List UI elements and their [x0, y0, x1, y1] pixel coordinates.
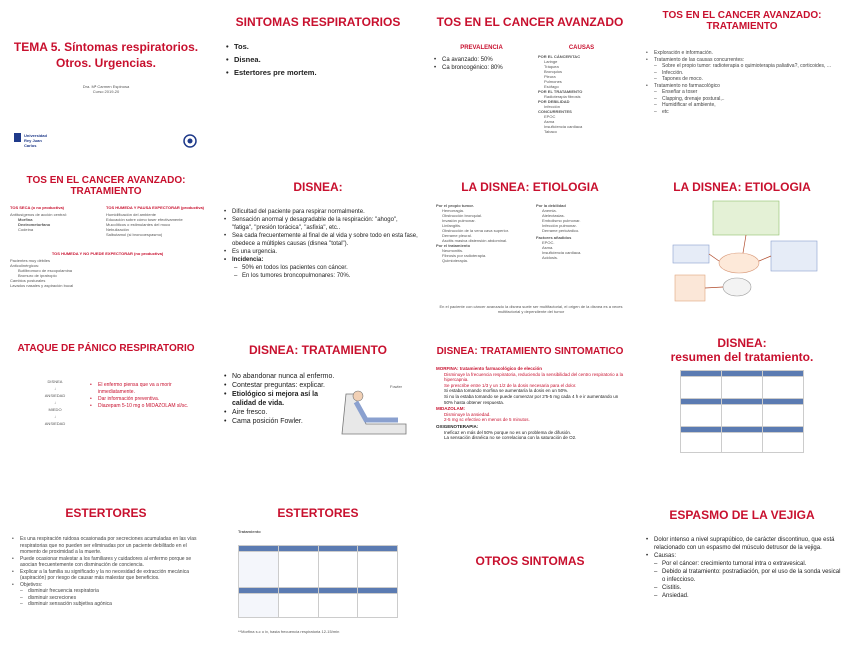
- slide-title: DISNEA: TRATAMIENTO: [249, 343, 387, 357]
- slide-13: [0, 489, 212, 652]
- list-item: • Exploración e información.: [646, 50, 842, 57]
- slide-title: TOS EN EL CANCER AVANZADO:: [662, 10, 822, 21]
- list-item: Ascitis masiva distensión abdominal.: [442, 238, 508, 243]
- list-item: Mucolíticos o estimulantes del moco: [106, 222, 171, 227]
- slide-5: [0, 163, 212, 326]
- medical-logo-icon: [183, 134, 197, 148]
- slide-title: ESTERTORES: [277, 506, 359, 520]
- slide-subtitle: TRATAMIENTO: [706, 21, 778, 32]
- group-header: Por el tratamiento: [436, 243, 471, 248]
- list-item: Bromuro de ipratropio: [18, 273, 57, 278]
- list-item: La sensación disnéica no se correlaciona con la saturación de O2.: [444, 435, 577, 441]
- list-item: • Objetivos:: [12, 582, 206, 589]
- list-item: Embolismo pulmonar.: [542, 218, 581, 223]
- list-item: • Dar información preventiva.: [90, 396, 205, 403]
- list-item: Lavados nasales y aspiración bucal: [10, 283, 74, 288]
- slide-title: TOS EN EL CANCER AVANZADO: [436, 15, 624, 29]
- list-item: Antitusígenos de acción central:: [10, 212, 67, 217]
- slide-title: TEMA 5. Síntomas respiratorios.: [13, 40, 199, 54]
- footnote: **Morfina s.c o iv, hasta frecuencia respiratoria 12-15/min: [238, 629, 340, 634]
- cycle-label: ANSIEDAD: [44, 393, 66, 398]
- slide-title: SINTOMAS RESPIRATORIOS: [235, 15, 401, 29]
- list-item: – disminuir sensación subjetiva agónica: [20, 601, 206, 608]
- slide-6: [212, 163, 424, 326]
- slide-11: [424, 326, 636, 489]
- slide-2: [212, 0, 424, 163]
- cycle-label: MIEDO: [48, 407, 62, 412]
- list-item: Invasión pulmonar.: [442, 218, 476, 223]
- slide-7: [424, 163, 636, 326]
- footnote: En el paciente con cáncer avanzado la disnea suele ser multifactorial, el origen de la disnea es a veces multifactorial y dependiente del tumor: [439, 304, 623, 314]
- list-item: Si no la estaba tomando se puede comenzar por 2'5-5 mg cada 4 h e ir aumentando un 50% hasta obtener respuesta.: [444, 393, 619, 405]
- section-header: MORFINA: tratamiento farmacológico de elección: [436, 366, 543, 371]
- slide-title: ATAQUE DE PÁNICO RESPIRATORIO: [17, 343, 195, 354]
- group-header: Por el propio tumor.: [436, 203, 475, 208]
- list-item: • Tratamiento no farmacológico: [646, 83, 842, 90]
- slide-16: [636, 489, 848, 652]
- list-item: Anticolinérgicos:: [10, 263, 40, 268]
- group-header: Por la debilidad: [536, 203, 566, 208]
- list-item: • Tos.: [226, 42, 424, 52]
- list-item: Salbutamol (si broncoespasmo): [106, 232, 163, 237]
- list-item: • Es una respiración ruidosa ocasionada por secreciones acumuladas en las vías respiratorias que no pueden ser eliminadas por un paciente debilitado en el momento de proximidad a la muerte.: [12, 536, 206, 556]
- etiology-diagram: [671, 199, 821, 309]
- list-item: Acidosis.: [542, 255, 559, 260]
- list-item: – disminuir frecuencia respiratoria: [20, 588, 206, 595]
- fowler-bed-illustration: [336, 380, 416, 440]
- university-logo-icon: [14, 133, 21, 142]
- list-item: – Cistitis.: [654, 584, 844, 592]
- list-item: Se prescribe entre 1/3 y un 1/2 de la dosis necesaria para el dolor.: [444, 382, 577, 388]
- author: Dra. Mª Carmen Espinosa: [82, 84, 130, 89]
- summary-table: [680, 370, 804, 453]
- prevalence-header: PREVALENCIA: [460, 45, 503, 51]
- list-item: Disminuye la frecuencia respiratoria, reduciendo la sensibilidad del centro respiratorio a la hipercapnia.: [444, 371, 624, 383]
- slide-title: DISNEA:: [293, 180, 343, 194]
- list-item: • Incidencia:: [224, 256, 418, 264]
- list-item: Derrame pleural.: [442, 233, 472, 238]
- list-item: Butilbromuro de escopolamina: [18, 268, 73, 273]
- col2-header: TOS HUMEDA Y PAUSA EXPECTORAR (productiva): [106, 205, 205, 210]
- list-item: – etc: [654, 109, 842, 116]
- slide-subtitle: TRATAMIENTO: [70, 186, 142, 197]
- list-item: Educación sobre cómo toser efectivamente: [106, 217, 183, 222]
- slide-4: [636, 0, 848, 163]
- list-item: Insuficiencia cardiaca.: [542, 250, 582, 255]
- subtitle: Tratamiento: [238, 529, 261, 534]
- treatment-table: [238, 545, 398, 618]
- slide-title: LA DISNEA: ETIOLOGIA: [461, 180, 599, 194]
- section-header: MIDAZOLAM:: [436, 406, 465, 412]
- slide-10: [212, 326, 424, 489]
- list-item: Derrame pericárdico.: [542, 228, 580, 233]
- list-item: • Disnea.: [226, 55, 424, 65]
- list-item: Si estaba tomando morfina se aumentaría la dosis en un 50%.: [444, 388, 569, 394]
- list-item: • Sea cada frecuentemente al final de al vida y sobre todo en esta fase, obedece a múltiples causas (disnea "total").: [224, 232, 418, 248]
- list-item: • Estertores pre mortem.: [226, 68, 424, 78]
- list-item: Quimioterapia.: [442, 258, 469, 263]
- list-item: Asma.: [542, 245, 554, 250]
- list-item: Disminuye la ansiedad.: [444, 411, 491, 417]
- causes-header: CAUSAS: [568, 45, 595, 51]
- list-item: • Tratamiento de las causas concurrentes:: [646, 57, 842, 64]
- cycle-label: ANSIEDAD: [44, 421, 66, 426]
- list-item: – Enseñar a toser: [654, 89, 842, 96]
- list-item: • Dolor intenso a nivel suprapúbico, de carácter discontinuo, que está relacionado con un espasmo del músculo detrusor de la vejiga.: [646, 536, 844, 552]
- slide-title: ESTERTORES: [65, 506, 147, 520]
- list-item: – Infección.: [654, 70, 842, 77]
- slide-14: [212, 489, 424, 652]
- fowler-label: Fowler: [390, 384, 403, 389]
- slide-8: [636, 163, 848, 326]
- list-item: – Tapones de moco.: [654, 76, 842, 83]
- slide-title: OTROS SINTOMAS: [475, 554, 585, 568]
- slide-title: TOS EN EL CANCER AVANZADO:: [26, 175, 186, 186]
- sub-header: TOS HUMEDA Y NO PUEDE EXPECTORAR (no productiva): [51, 251, 164, 256]
- slide-subtitle: Otros. Urgencias.: [55, 56, 157, 70]
- list-item: – 50% en todos los pacientes con cáncer.: [234, 264, 418, 272]
- list-item: • No abandonar nunca al enfermo.: [224, 372, 336, 381]
- list-item: • Aire fresco.: [224, 408, 336, 417]
- list-item: – Por el cáncer: crecimiento tumoral intra o extravesical.: [654, 560, 844, 568]
- list-item: – Clapping, drenaje postural,..: [654, 96, 842, 103]
- list-item: • Causas:: [646, 552, 844, 560]
- list-item: Cambios posturales: [10, 278, 46, 283]
- list-item: • Contestar preguntas: explicar.: [224, 381, 336, 390]
- list-item: – Sobre el propio tumor: radioterapia o quimioterapia paliativa?, corticoides, ...: [654, 63, 842, 70]
- list-item: Linfangitis.: [442, 223, 462, 228]
- list-item: Codeína: [18, 227, 34, 232]
- list-item: Obstrucción bronquial.: [442, 213, 483, 218]
- cycle-label: DISNEA: [47, 379, 63, 384]
- list-item: • Explicar a la familia su significado y la no necesidad de extracción mecánica (aspiración) por riesgo de causar más malestar que beneficios.: [12, 569, 206, 582]
- slide-9: ATAQUE DE PÁNICO RESPIRATORIO DISNEA ↓ ANSIEDAD ↓ MIEDO ↓ ANSIEDAD • El enfermo piensa que va a morir inmediatamente. • Dar información preventiva. • Diazepam 5-10 mg o MIDAZOLAM sl/sc.: [0, 326, 212, 489]
- list-item: • Cama posición Fowler.: [224, 417, 336, 426]
- slide-1: [0, 0, 212, 163]
- list-item: Neumonitis.: [442, 248, 464, 253]
- list-item: • Etiológico si mejora así la calidad de vida.: [224, 390, 336, 408]
- slide-title: DISNEA:: [717, 336, 767, 350]
- list-item: Morfina: [18, 217, 33, 222]
- list-item: • Ca avanzado: 50%: [434, 56, 529, 64]
- list-item: • Dificultad del paciente para respirar normalmente.: [224, 208, 418, 216]
- list-item: Hemorragia.: [442, 208, 465, 213]
- list-item: 2-5 mg sc efectivo en menos de 5 minutos.: [444, 417, 530, 423]
- year: Curso 2019-20: [92, 89, 120, 94]
- slide-title: LA DISNEA: ETIOLOGIA: [673, 180, 811, 194]
- list-item: Pacientes muy débiles: [10, 258, 51, 263]
- slide-12: [636, 326, 848, 489]
- university-name: Universidad Rey Juan Carlos: [24, 133, 47, 148]
- list-item: • Ca broncogénico: 80%: [434, 64, 529, 72]
- list-item: Atelectasias.: [542, 213, 565, 218]
- slide-title: ESPASMO DE LA VEJIGA: [669, 508, 815, 522]
- list-item: – Ansiedad.: [654, 592, 844, 600]
- causes-list: POR EL CÁNCER/TAC Laringe Tráquea Bronquios Pleura Pulmones Esófago POR EL TRATAMIENTO Radioterapia fibrosis POR DEBILIDAD Infección CONCURRENTES EPOC Asma Insuficiencia cardiaca Tabaco: [538, 54, 583, 134]
- list-item: Infección pulmonar.: [542, 223, 577, 228]
- col1-header: TOS SECA (o no productiva): [10, 205, 65, 210]
- list-item: Obstrucción de la vena cava superior.: [442, 228, 509, 233]
- list-item: Anemia.: [542, 208, 557, 213]
- list-item: Humidificación del ambiente: [106, 212, 157, 217]
- list-item: – Humidificar el ambiente,: [654, 102, 842, 109]
- list-item: – disminuir secreciones: [20, 595, 206, 602]
- list-item: Fibrosis por radioterapia.: [442, 253, 487, 258]
- list-item: EPOC.: [542, 240, 555, 245]
- list-item: Dextrometorfano: [18, 222, 51, 227]
- slide-15: [424, 489, 636, 652]
- list-item: • Sensación anormal y desagradable de la respiración: "ahogo", "fatiga", "presión torácica", "asfixia", etc..: [224, 216, 418, 232]
- slide-subtitle: resumen del tratamiento.: [670, 350, 814, 364]
- list-item: Ineficaz en más del 50% porque no es un problema de difusión.: [444, 429, 572, 435]
- list-item: • Diazepam 5-10 mg o MIDAZOLAM sl/sc.: [90, 403, 205, 410]
- section-header: OXIGENOTERAPIA:: [436, 423, 479, 429]
- list-item: • Es una urgencia.: [224, 248, 418, 256]
- group-header: Factores añadidos: [536, 235, 572, 240]
- list-item: Nebulización: [106, 227, 129, 232]
- slide-title: DISNEA: TRATAMIENTO SINTOMATICO: [436, 346, 624, 357]
- list-item: • El enfermo piensa que va a morir inmediatamente.: [90, 382, 205, 396]
- list-item: • Puede ocasionar malestar a los familiares y cuidadores al enfermo porque se asocian frecuentemente con disminución de conciencia.: [12, 556, 206, 569]
- slide-3: [424, 0, 636, 163]
- list-item: – En los tumores broncopulmonares: 70%.: [234, 272, 418, 280]
- list-item: – Debido al tratamiento: postradiación, por el uso de la sonda vesical o infeccioso.: [654, 568, 844, 584]
